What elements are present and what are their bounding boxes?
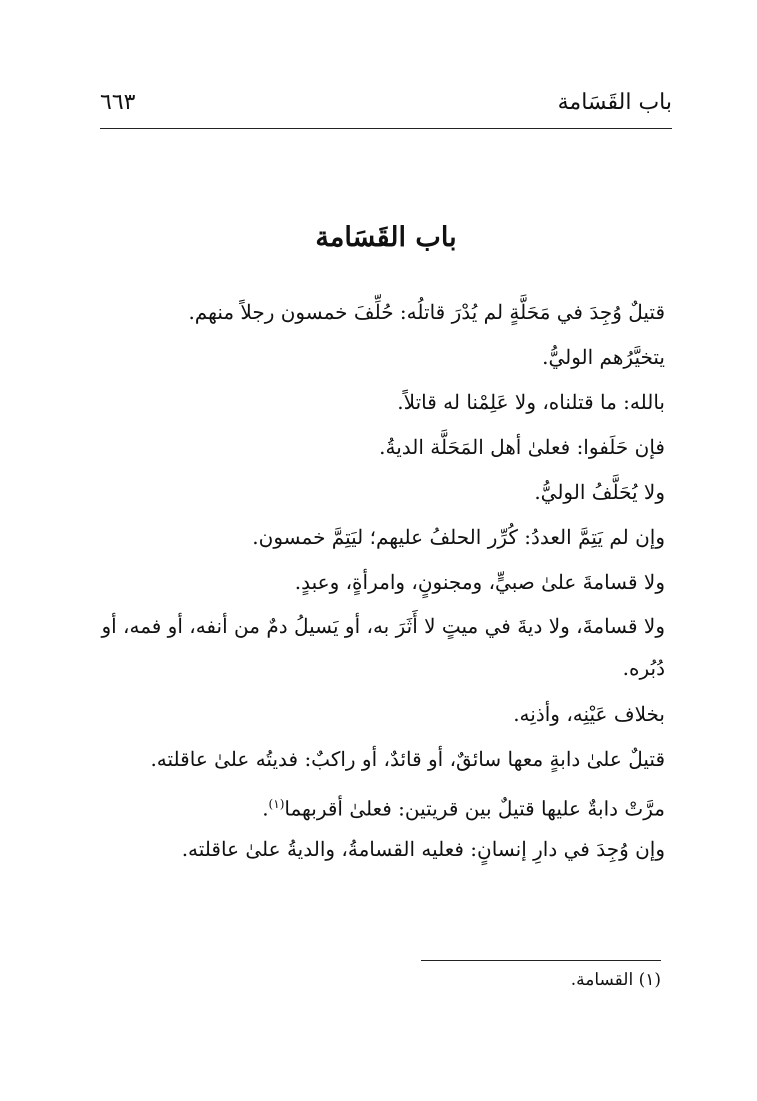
- paragraph: فإن حَلَفوا: فعلىٰ أهل المَحَلَّة الديةُ.: [379, 435, 665, 459]
- paragraph: بالله: ما قتلناه، ولا عَلِمْنا له قاتلاً.: [397, 390, 665, 414]
- footnote: (١) القسامة.: [570, 970, 661, 990]
- paragraph: وإن لم يَتِمَّ العددُ: كُرِّر الحلفُ عليهم؛ ليَتِمَّ خمسون.: [252, 525, 665, 549]
- paragraph: ولا قسامةَ علىٰ صبيٍّ، ومجنونٍ، وامرأةٍ، وعبدٍ.: [294, 570, 665, 594]
- paragraph: ولا يُحَلَّفُ الوليُّ.: [534, 480, 665, 504]
- running-header-title: باب القَسَامة: [557, 90, 672, 115]
- footnote-reference: (١): [268, 797, 285, 811]
- paragraph-text: مرَّتْ دابةٌ عليها قتيلٌ بين قريتين: فعلىٰ أقربهما: [284, 796, 665, 821]
- paragraph: بخلاف عَيْنِه، وأذنِه.: [513, 702, 665, 726]
- paragraph: قتيلٌ علىٰ دابةٍ معها سائقٌ، أو قائدٌ، أو راكبٌ: فديتُه علىٰ عاقلته.: [150, 747, 665, 771]
- page-number: ٦٦٣: [100, 90, 136, 115]
- paragraph: قتيلٌ وُجِدَ في مَحَلَّةٍ لم يُدْرَ قاتلُه: حُلِّفَ خمسون رجلاً منهم.: [188, 300, 665, 324]
- body-text: [90, 290, 665, 872]
- running-header: [100, 88, 672, 129]
- paragraph-end-punctuation: .: [262, 796, 269, 821]
- footnote-separator: [421, 960, 661, 961]
- paragraph: يتخيَّرُهم الوليُّ.: [542, 345, 665, 369]
- paragraph-with-footnote: [90, 782, 665, 827]
- paragraph: ولا قسامةَ، ولا ديةَ في ميتٍ لا أَثَرَ به، أو يَسيلُ دمٌ من أنفه، أو فمه، أو دُبُره.: [101, 614, 665, 680]
- chapter-title: باب القَسَامة: [315, 222, 457, 253]
- paragraph: وإن وُجِدَ في دارِ إنسانٍ: فعليه القسامةُ، والديةُ علىٰ عاقلته.: [181, 837, 665, 861]
